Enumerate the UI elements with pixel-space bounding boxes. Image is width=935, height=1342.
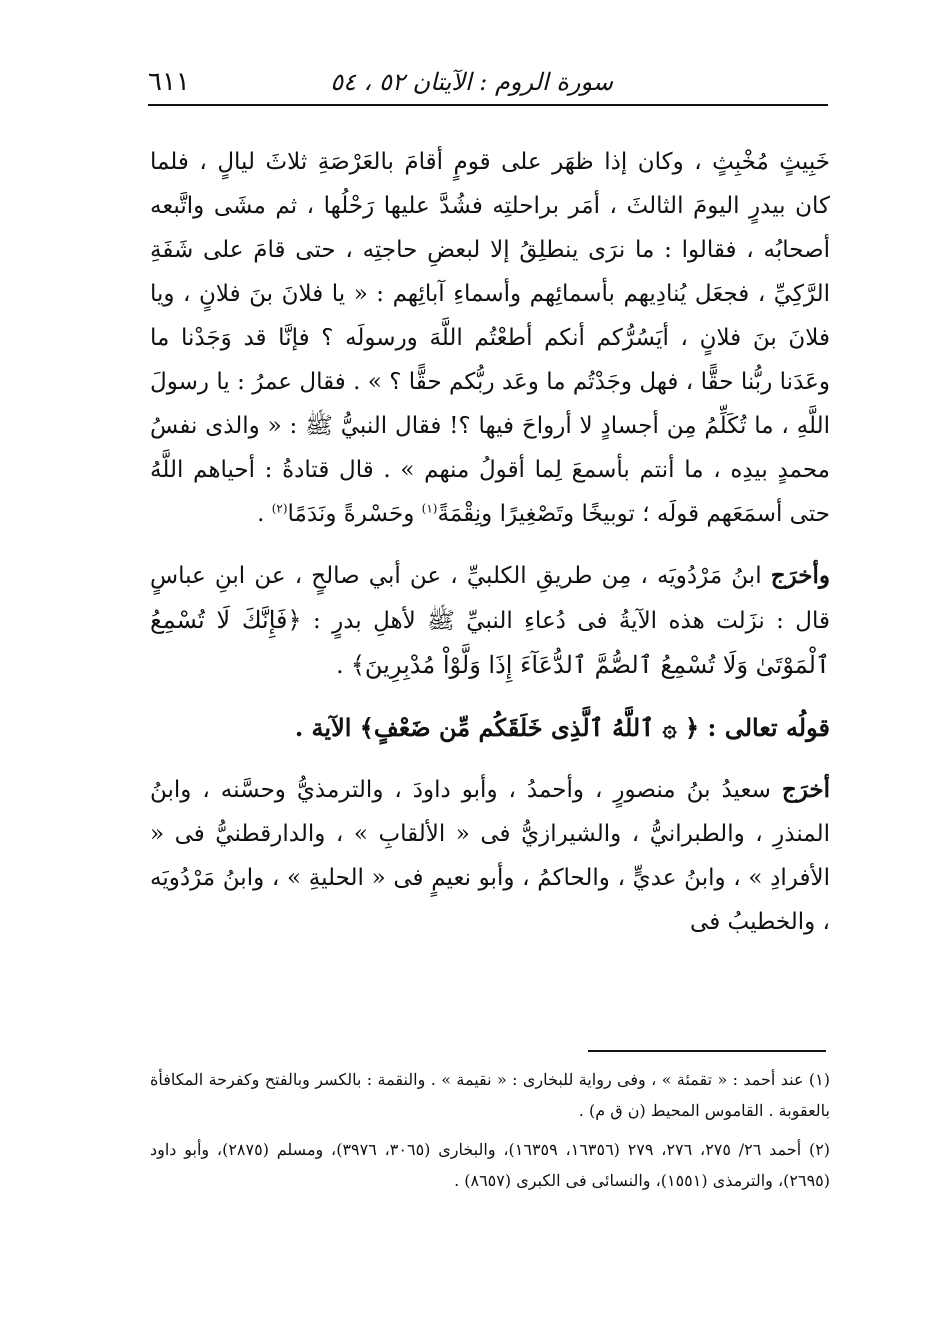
footnote-ref-2: (٢) [271, 501, 288, 516]
paragraph-1-end: . [257, 501, 272, 527]
page-header [148, 60, 828, 106]
verse-heading-label: قولُه تعالى : [699, 713, 830, 742]
footnote-1: (١) عند أحمد : « تقمئة » ، وفى رواية للبخارى : « نقيمة » . والنقمة : بالكسر وبالفتح وكفرحة المكافأة بالعقوبة . القاموس المحيط (ن ق م) . [150, 1070, 830, 1120]
page-number: ٦١١ [148, 67, 190, 97]
paragraph-3-text: سعيدُ بنُ منصورٍ ، وأحمدُ ، وأبو داودَ ، والترمذيُّ وحسَّنه ، وابنُ المنذرِ ، والطبرانيُّ ، والشيرازيُّ فى « الألقابِ » ، والدارقطنيُّ فى « الأفرادِ » ، وابنُ عديٍّ ، والحاكمُ ، وأبو نعيمٍ فى « الحليةِ » ، وابنُ مَرْدُويَه ، والخطيبُ فى [150, 777, 830, 935]
paragraph-1-continuation: وحَسْرةً ونَدَمًا [287, 501, 415, 527]
paragraph-3-lead: أخرَج [781, 776, 830, 803]
paragraph-2-lead: وأخرَج [770, 562, 830, 589]
footnote-ref-1: (١) [421, 501, 438, 516]
paragraph-2 [150, 554, 830, 688]
paragraph-2-end: . [336, 653, 351, 679]
paragraph-2-text: ابنُ مَرْدُويَه ، مِن طريقِ الكلبيِّ ، عن أبي صالحٍ ، عن ابنِ عباسٍ قال : نزَلت هذه الآيةُ فى دُعاءِ النبيِّ ﷺ لأهلِ بدرٍ : [150, 563, 831, 634]
main-text [150, 140, 830, 944]
verse-heading [150, 706, 830, 750]
paragraph-1 [150, 140, 830, 536]
paragraph-1-text: خَبِيثٍ مُخْبِثٍ ، وكان إذا ظهَر على قومٍ أقامَ بالعَرْصَةِ ثلاثَ ليالٍ ، فلما كان بيدرٍ اليومَ الثالثَ ، أمَر براحلتِه فشُدَّ عليها رَحْلُها ، ثم مشَى واتَّبعه أصحابُه ، فقالوا : ما نرَى ينطلِقُ إلا لبعضِ حاجتِه ، حتى قامَ على شَفَةِ الرَّكِيِّ ، فجعَل يُنادِيهم بأسمائِهم وأسماءِ آبائِهم : « يا فلانَ بنَ فلانٍ ، ويا فلانَ بنَ فلانٍ ، أيَسُرُّكم أنكم أطعْتُم اللَّهَ ورسولَه ؟ فإنَّا قد وَجَدْنا ما وعَدَنا ربُّنا حقًّا ، فهل وجَدْتُم ما وعَد ربُّكم حقًّا ؟ » . فقال عمرُ : يا رسولَ اللَّهِ ، ما تُكَلِّمُ مِن أجسادٍ لا أرواحَ فيها ؟! فقال النبيُّ ﷺ : « والذى نفسُ محمدٍ بيدِه ، ما أنتم بأسمعَ لِما أقولُ منهم » . قال قتادةُ : أحياهم اللَّهُ حتى أسمَعَهم قولَه ؛ توبيخًا وتَصْغِيرًا ونِقْمَةً [150, 149, 830, 527]
quran-verse: ﴿فَإِنَّكَ لَا تُسْمِعُ ٱلْمَوْتَىٰ وَلَا تُسْمِعُ ٱلصُّمَّ ٱلدُّعَآءَ إِذَا وَلَّوْاْ مُدْبِرِينَ﴾ [150, 606, 830, 679]
footnotes [150, 1064, 830, 1204]
paragraph-3 [150, 768, 830, 944]
verse-heading-end: الآية . [294, 713, 360, 742]
footnote-divider [588, 1050, 826, 1052]
footnote-2: (٢) أحمد ٢٦/ ٢٧٥، ٢٧٦، ٢٧٩ (١٦٣٥٦، ١٦٣٥٩)، والبخارى (٣٠٦٥، ٣٩٧٦)، ومسلم (٢٨٧٥)، وأبو داود (٢٦٩٥)، والترمذى (١٥٥١)، والنسائى فى الكبرى (٨٦٥٧) . [150, 1140, 831, 1190]
running-title: سورة الروم : الآيتان ٥٢ ، ٥٤ [330, 68, 613, 96]
verse-heading-quran: ﴿ ۞ ٱللَّهُ ٱلَّذِى خَلَقَكُم مِّن ضَعْفٍ﴾ [359, 713, 700, 742]
